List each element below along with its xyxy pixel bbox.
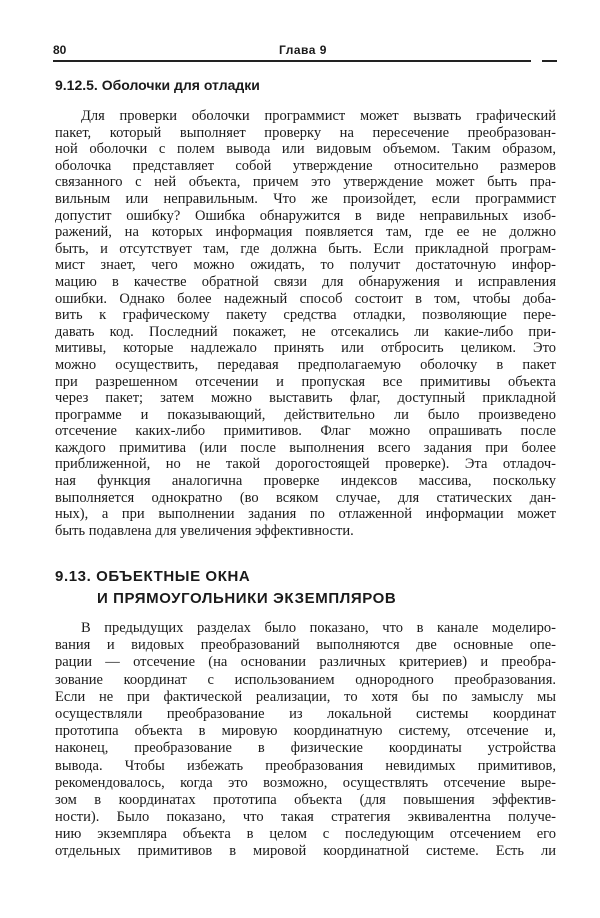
text-line: программе и показывающий, действительно ли было произведено bbox=[55, 406, 556, 423]
text-line: давать код. Последний покажет, не отсекались ли какие-либо при- bbox=[55, 323, 556, 340]
text-line: нию экземпляра объекта в целом с последующим отсечением его bbox=[55, 826, 556, 843]
text-line: ных), а при выполнении задания по отлаженной информации может bbox=[55, 506, 556, 523]
header-rule bbox=[53, 60, 531, 62]
text-line: Если не при фактической реализации, то хотя бы по замыслу мы bbox=[55, 688, 556, 705]
text-line: ности). Было показано, что такая стратегия эквивалентна получе- bbox=[55, 809, 556, 826]
text-line: рекомендовалось, когда это возможно, осуществлять отсечение выре- bbox=[55, 774, 556, 791]
header-rule-end bbox=[542, 60, 557, 62]
text-line: зование координат с использованием однородного преобразования. bbox=[55, 671, 556, 688]
text-line: мист знает, чего можно ожидать, то получит достаточную инфор- bbox=[55, 257, 556, 274]
paragraph bbox=[55, 108, 556, 539]
text-line: вывода. Чтобы избежать преобразования невидимых примитивов, bbox=[55, 757, 556, 774]
text-line: ная функция аналогична проверке индексов массива, поскольку bbox=[55, 473, 556, 490]
text-line: отдельных примитивов в мировой координатной системе. Есть ли bbox=[55, 843, 556, 860]
text-line: зом в координатах прототипа объекта (для повышения эффектив- bbox=[55, 791, 556, 808]
text-line: выполняется однократно (во всяком случае, для статических дан- bbox=[55, 489, 556, 506]
text-line: оболочка представляет собой утверждение относительно размеров bbox=[55, 157, 556, 174]
text-line: вания и видовых преобразований выполняются две основные опе- bbox=[55, 637, 556, 654]
text-line: ной оболочки с полем вывода или видовым объемом. Таким образом, bbox=[55, 141, 556, 158]
text-line: ражений, на которых информация появляется там, где ее не должно bbox=[55, 224, 556, 241]
heading-line: 9.13. ОБЪЕКТНЫЕ ОКНА bbox=[55, 568, 251, 585]
text-line: каждого примитива (или после выполнения всего задания при более bbox=[55, 439, 556, 456]
text-line: пакет, который выполняет проверку на пересечение преобразован- bbox=[55, 124, 556, 141]
text-line: В предыдущих разделах было показано, что в канале моделиро- bbox=[81, 620, 556, 636]
text-line: наконец, преобразование в физические координаты устройства bbox=[55, 740, 556, 757]
text-line: митивы, которые надлежало принять или отбросить целиком. Это bbox=[55, 340, 556, 357]
text-line: вильным или неправильным. Что же произойдет, если программист bbox=[55, 190, 556, 207]
text-line: ошибки. Однако более надежный способ состоит в том, чтобы доба- bbox=[55, 290, 556, 307]
text-line: осуществляли преобразование из локальной системы координат bbox=[55, 705, 556, 722]
text-line: можно осуществить, передавая предполагаемую оболочку в пакет bbox=[55, 356, 556, 373]
text-line: Для проверки оболочки программист может вызвать графический bbox=[81, 108, 556, 124]
text-line: быть, и отсутствует там, где должна быть. Если прикладной програм- bbox=[55, 240, 556, 257]
text-line: допустит ошибку? Ошибка обнаружится в виде неправильных изоб- bbox=[55, 207, 556, 224]
text-line: отсечение каких-либо примитивов. Флаг можно опрашивать после bbox=[55, 423, 556, 440]
page-number: 80 bbox=[53, 43, 67, 57]
text-line: рации — отсечение (на основании различных критериев) и преобра- bbox=[55, 654, 556, 671]
text-line: вить к графическому пакету средства отладки, позволяющие пере- bbox=[55, 307, 556, 324]
running-header bbox=[53, 41, 557, 59]
text-line: мацию в качестве обратной связи для обнаружения и исправления bbox=[55, 273, 556, 290]
text-line: связанного с ней объекта, причем это утверждение может быть пра- bbox=[55, 174, 556, 191]
heading-line: И ПРЯМОУГОЛЬНИКИ ЭКЗЕМПЛЯРОВ bbox=[97, 590, 397, 607]
section-heading-major bbox=[55, 566, 396, 610]
text-line: через пакет; затем можно выставить флаг, доступный прикладной bbox=[55, 390, 556, 407]
section-heading: 9.12.5. Оболочки для отладки bbox=[55, 77, 260, 93]
paragraph bbox=[55, 620, 556, 861]
chapter-title: Глава 9 bbox=[279, 43, 327, 57]
text-line: приближенной, но не такой дорогостоящей проверке). Эта отладоч- bbox=[55, 456, 556, 473]
text-line: быть подавлена для увеличения эффективности. bbox=[55, 522, 354, 539]
text-line: при разрешенном отсечении и пропуская все примитивы объекта bbox=[55, 373, 556, 390]
text-line: прототипа объекта в мировую координатную систему, отсечение и, bbox=[55, 723, 556, 740]
